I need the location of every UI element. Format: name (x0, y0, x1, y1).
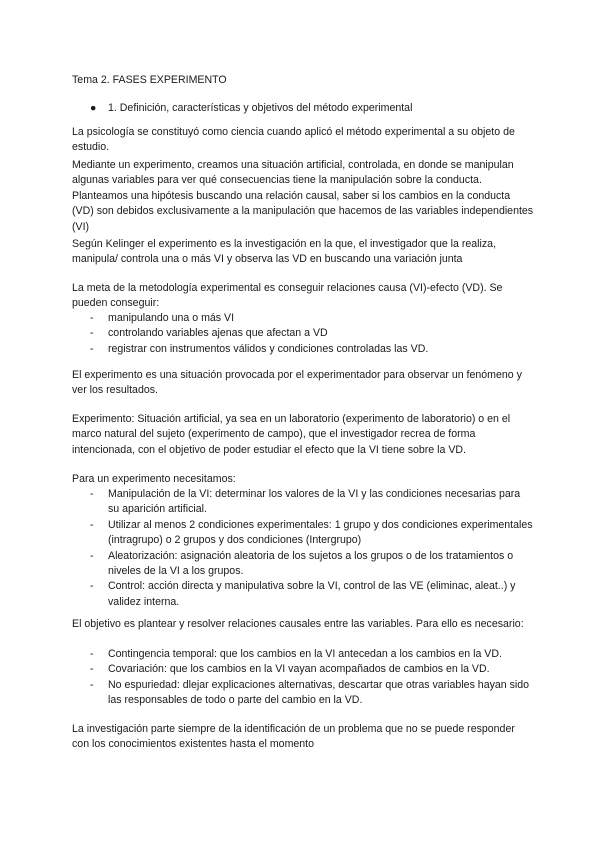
dash-marker: - (90, 518, 94, 531)
list-item: - manipulando una o más VI (90, 311, 534, 326)
dash-marker: - (90, 549, 94, 562)
dash-marker: - (90, 648, 94, 660)
dash-marker: - (90, 678, 94, 691)
paragraph: La meta de la metodología experimental es conseguir relaciones causa (VI)-efecto (VD). Se pueden conseguir: (72, 282, 503, 310)
bullet-marker: ● (90, 102, 97, 114)
list-item: - Utilizar al menos 2 condiciones experimentales: 1 grupo y dos condiciones experimentales (intragrupo) o 2 grupos y dos condiciones (Intergrupo) (90, 518, 533, 547)
list-item: - registrar con instrumentos válidos y condiciones controladas las VD. (90, 342, 534, 357)
paragraph: La psicología se constituyó como ciencia cuando aplicó el método experimental a su objeto de estudio. (72, 126, 515, 154)
paragraph: Para un experimento necesitamos: (72, 473, 236, 485)
list-item: - Contingencia temporal: que los cambios en la VI antecedan a los cambios en la VD. (90, 647, 534, 662)
list-item: - controlando variables ajenas que afectan a VD (90, 326, 534, 341)
dash-marker: - (90, 663, 94, 676)
document-title: Tema 2. FASES EXPERIMENTO (72, 74, 227, 86)
paragraph: El experimento es una situación provocada por el experimentador para observar un fenómeno y ver los resultados. (72, 369, 522, 397)
dash-marker: - (90, 488, 94, 500)
dash-marker: - (90, 312, 94, 324)
dash-marker: - (90, 580, 94, 593)
paragraph: Según Kelinger el experimento es la investigación en la que, el investigador que la realiza, manipula/ controla una o más VI y observa las VD en buscando una variación junta (72, 238, 497, 266)
list-ways (90, 311, 534, 357)
list-item: - No espuriedad: dlejar explicaciones alternativas, descartar que otras variables hayan sido las responsables de todo o parte del cambio en la VD. (90, 678, 530, 707)
list-item: - Manipulación de la VI: determinar los valores de la VI y las condiciones necesarias para su aparición artificial. (90, 488, 521, 516)
list-item: - Control: acción directa y manipulativa sobre la VI, control de las VE (eliminac, aleat..) y validez interna. (90, 580, 516, 608)
paragraph: Mediante un experimento, creamos una situación artificial, controlada, en donde se manipulan algunas variables para ver qué consecuencias tiene la manipulación sobre la conducta. Planteamos una hipótesis buscando una relación causal, saber si los cambios en la conducta (VD) son debidos exclusivamente a la manipulación que hacemos de las variables independientes (VI) (72, 159, 534, 233)
list-item: - Aleatorización: asignación aleatoria de los sujetos a los grupos o de los tratamientos o niveles de la VI a los grupos. (90, 549, 514, 578)
section-heading-text: 1. Definición, características y objetivos del método experimental (108, 102, 413, 114)
list-item: - Covariación: que los cambios en la VI vayan acompañados de cambios en la VD. (90, 662, 534, 677)
paragraph: El objetivo es plantear y resolver relaciones causales entre las variables. Para ello es necesario: (72, 618, 524, 630)
dash-marker: - (90, 327, 94, 340)
paragraph: Experimento: Situación artificial, ya sea en un laboratorio (experimento de laboratorio) o en el marco natural del sujeto (experimento de campo), que el investigador recrea de forma intencionada, con el objetivo de poder estudiar el efecto que la VI tiene sobre la VD. (72, 413, 511, 456)
dash-marker: - (90, 342, 94, 355)
list-requirements (90, 487, 534, 610)
paragraph: La investigación parte siempre de la identificación de un problema que no se puede responder con los conocimientos existentes hasta el momento (72, 723, 515, 751)
list-conditions (90, 647, 534, 709)
